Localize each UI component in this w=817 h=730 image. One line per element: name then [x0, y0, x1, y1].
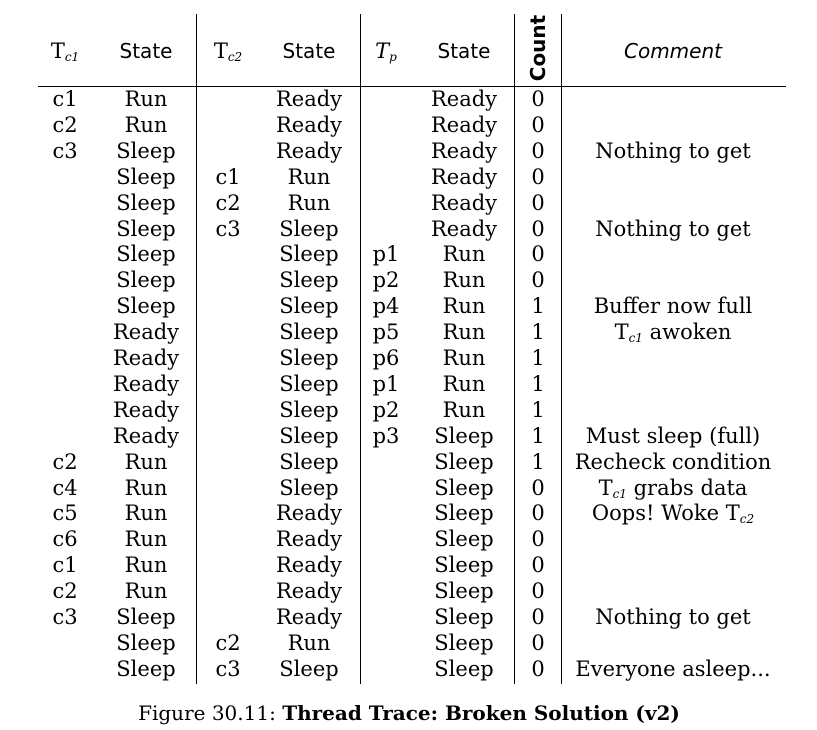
cell-count: 1	[531, 320, 545, 345]
cell-comment: Oops! Woke $T_{c2}$	[591, 501, 755, 527]
cell-count: 0	[531, 87, 545, 111]
table-row	[0, 86, 817, 112]
header-tc2-sub: c2	[227, 50, 243, 64]
cell-s3: Sleep	[434, 475, 494, 500]
cell-tp: p2	[372, 397, 400, 422]
cell-tc1: c3	[52, 138, 78, 163]
cell-tp: p1	[372, 242, 400, 267]
cell-s2: Sleep	[279, 242, 339, 267]
cell-s2: Run	[287, 164, 331, 189]
cell-tc2: c2	[215, 190, 241, 215]
cell-s3: Sleep	[434, 579, 494, 604]
cell-tp: p6	[372, 346, 400, 370]
cell-comment: Buffer now full	[593, 294, 753, 319]
cell-s3: Ready	[430, 190, 498, 215]
table-row	[0, 578, 817, 604]
table-row	[0, 500, 817, 526]
table-row	[0, 604, 817, 630]
cell-s2: Sleep	[279, 423, 339, 448]
cell-count: 1	[531, 423, 545, 448]
cell-count: 0	[531, 242, 545, 267]
cell-count: 0	[531, 138, 545, 163]
cell-comment: $T_{c1}$ awoken	[614, 320, 732, 346]
cell-s1: Run	[124, 449, 168, 474]
cell-count: 0	[531, 656, 545, 681]
cell-s3: Ready	[430, 216, 498, 241]
table-row	[0, 526, 817, 552]
cell-s3: Run	[442, 320, 486, 345]
cell-count: 0	[531, 268, 545, 293]
caption-label: Figure 30.11:	[138, 701, 276, 725]
cell-s1: Ready	[112, 320, 180, 345]
cell-s1: Sleep	[116, 294, 176, 319]
cell-s2: Ready	[275, 87, 343, 111]
table-row	[0, 630, 817, 656]
cell-s3: Sleep	[434, 553, 494, 578]
cell-tp: p5	[372, 320, 400, 345]
cell-s1: Sleep	[116, 190, 176, 215]
cell-s2: Ready	[275, 112, 343, 137]
table-row	[0, 241, 817, 267]
header-tc1-base: T	[50, 39, 65, 63]
cell-count: 0	[531, 112, 545, 137]
header-state-1: State	[119, 39, 173, 63]
cell-count: 0	[531, 630, 545, 655]
cell-s1: Ready	[112, 423, 180, 448]
cell-tc2: c1	[215, 164, 241, 189]
cell-s2: Ready	[275, 527, 343, 552]
cell-s1: Sleep	[116, 630, 176, 655]
header-tp	[375, 36, 397, 72]
table-row	[0, 475, 817, 501]
cell-s1: Run	[124, 475, 168, 500]
cell-count: 1	[531, 294, 545, 319]
cell-s3: Sleep	[434, 605, 494, 629]
cell-s3: Run	[442, 294, 486, 319]
cell-s1: Run	[124, 87, 168, 111]
cell-count: 0	[531, 579, 545, 604]
cell-count: 0	[531, 164, 545, 189]
cell-s3: Sleep	[434, 423, 494, 448]
cell-s1: Sleep	[116, 242, 176, 267]
cell-s2: Sleep	[279, 656, 339, 681]
cell-s1: Run	[124, 112, 168, 137]
cell-count: 1	[531, 397, 545, 422]
cell-s3: Run	[442, 242, 486, 267]
caption-title: Thread Trace: Broken Solution (v2)	[282, 701, 680, 725]
cell-tc1: c2	[52, 449, 78, 474]
cell-s3: Sleep	[434, 501, 494, 526]
cell-count: 0	[531, 527, 545, 552]
cell-tc1: c6	[52, 527, 78, 552]
cell-tp: p1	[372, 371, 400, 396]
cell-s3: Sleep	[434, 527, 494, 552]
cell-s2: Sleep	[279, 475, 339, 500]
table-row	[0, 345, 817, 371]
cell-comment: Must sleep (full)	[585, 423, 761, 448]
header-comment: Comment	[624, 39, 722, 63]
cell-s3: Run	[442, 268, 486, 293]
cell-s1: Sleep	[116, 164, 176, 189]
cell-s2: Ready	[275, 501, 343, 526]
cell-s2: Run	[287, 190, 331, 215]
table-row	[0, 190, 817, 216]
cell-s1: Sleep	[116, 268, 176, 293]
cell-tc1: c2	[52, 579, 78, 604]
cell-comment: Everyone asleep...	[575, 656, 771, 681]
cell-s1: Run	[124, 501, 168, 526]
table-row	[0, 216, 817, 242]
cell-s1: Sleep	[116, 656, 176, 681]
cell-s1: Run	[124, 527, 168, 552]
cell-comment: $T_{c1}$ grabs data	[598, 475, 748, 501]
cell-count: 0	[531, 553, 545, 578]
cell-tp: p2	[372, 268, 400, 293]
cell-s3: Sleep	[434, 449, 494, 474]
table-row	[0, 552, 817, 578]
cell-tc2: c2	[215, 630, 241, 655]
table-row	[0, 293, 817, 319]
table-row	[0, 112, 817, 138]
figure-caption	[138, 699, 680, 727]
cell-tc2: c3	[215, 216, 241, 241]
header-state-3: State	[437, 39, 491, 63]
cell-count: 1	[531, 346, 545, 370]
header-state-2: State	[282, 39, 336, 63]
cell-s2: Ready	[275, 138, 343, 163]
cell-comment: Nothing to get	[595, 138, 751, 163]
header-tc2-base: T	[213, 39, 228, 63]
cell-count: 0	[531, 190, 545, 215]
table-row	[0, 449, 817, 475]
header-count: Count	[526, 14, 550, 82]
table-row	[0, 164, 817, 190]
cell-count: 0	[531, 605, 545, 629]
header-tc1-sub: c1	[64, 50, 80, 64]
cell-s3: Sleep	[434, 656, 494, 681]
cell-s2: Sleep	[279, 216, 339, 241]
header-tc1	[51, 36, 79, 72]
table-row	[0, 138, 817, 164]
cell-s2: Sleep	[279, 397, 339, 422]
cell-tc2: c3	[215, 656, 241, 681]
cell-s3: Ready	[430, 87, 498, 111]
cell-s1: Sleep	[116, 216, 176, 241]
cell-tc1: c1	[52, 553, 78, 578]
cell-s2: Sleep	[279, 294, 339, 319]
cell-s2: Sleep	[279, 449, 339, 474]
cell-count: 0	[531, 216, 545, 241]
cell-count: 1	[531, 449, 545, 474]
header-tp-sub: p	[389, 50, 397, 64]
cell-comment: Nothing to get	[595, 216, 751, 241]
table-row	[0, 319, 817, 345]
cell-tc1: c4	[52, 475, 78, 500]
header-tc2	[214, 36, 242, 72]
cell-s3: Run	[442, 397, 486, 422]
cell-s3: Run	[442, 346, 486, 370]
cell-count: 0	[531, 475, 545, 500]
cell-s2: Sleep	[279, 346, 339, 370]
cell-tc1: c1	[52, 87, 78, 111]
cell-s1: Sleep	[116, 138, 176, 163]
cell-s2: Ready	[275, 605, 343, 629]
table-row	[0, 371, 817, 397]
cell-comment: Nothing to get	[595, 605, 751, 629]
cell-count: 0	[531, 501, 545, 526]
cell-tc1: c2	[52, 112, 78, 137]
cell-s2: Ready	[275, 579, 343, 604]
cell-s2: Sleep	[279, 268, 339, 293]
table-row	[0, 267, 817, 293]
cell-s1: Ready	[112, 346, 180, 370]
cell-count: 1	[531, 371, 545, 396]
cell-s3: Ready	[430, 138, 498, 163]
cell-s3: Sleep	[434, 630, 494, 655]
cell-s2: Run	[287, 630, 331, 655]
table-row	[0, 397, 817, 423]
cell-s2: Ready	[275, 553, 343, 578]
cell-tc1: c5	[52, 501, 78, 526]
cell-s3: Run	[442, 371, 486, 396]
cell-comment: Recheck condition	[574, 449, 772, 474]
cell-tc1: c3	[52, 605, 78, 629]
cell-s2: Sleep	[279, 371, 339, 396]
cell-s1: Ready	[112, 371, 180, 396]
cell-s1: Sleep	[116, 605, 176, 629]
cell-s2: Sleep	[279, 320, 339, 345]
cell-tp: p4	[372, 294, 400, 319]
cell-s1: Run	[124, 579, 168, 604]
cell-s3: Ready	[430, 112, 498, 137]
cell-s3: Ready	[430, 164, 498, 189]
cell-s1: Run	[124, 553, 168, 578]
cell-tp: p3	[372, 423, 400, 448]
header-tp-base: T	[375, 39, 390, 63]
table-row	[0, 423, 817, 449]
cell-s1: Ready	[112, 397, 180, 422]
table-row	[0, 656, 817, 682]
